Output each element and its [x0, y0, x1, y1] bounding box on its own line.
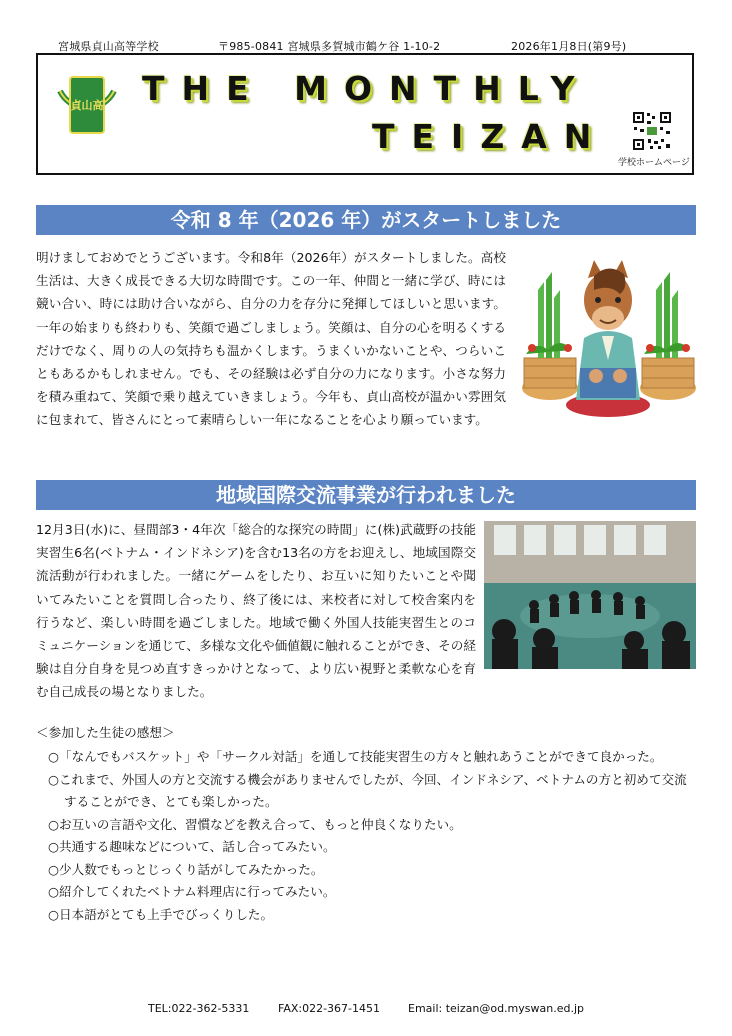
impression-item: ○ 共通する趣味などについて、話し合ってみたい。 [48, 836, 698, 859]
impressions-list [48, 746, 698, 926]
qr-label: 学校ホームページ [618, 158, 690, 168]
footer-email[interactable]: Email: teizan@od.myswan.ed.jp [408, 1002, 584, 1015]
school-address: 〒985-0841 宮城県多賀城市鶴ケ谷 1-10-2 [218, 40, 441, 53]
section1-title: 令和 8 年（2026 年）がスタートしました [36, 205, 696, 235]
emblem-text: 貞山高 [70, 99, 104, 112]
impression-item: ○ お互いの言語や文化、習慣などを教え合って、もっと仲良くなりたい。 [48, 814, 698, 837]
gym-exchange-photo [484, 521, 696, 669]
impression-item: ○ これまで、外国人の方と交流する機会がありませんでしたが、今回、インドネシア、ベトナムの方と初めて交流することができ、とても楽しかった。 [48, 769, 698, 814]
footer-fax: FAX:022-367-1451 [278, 1002, 381, 1015]
impression-item: ○ 少人数でもっとじっくり話がしてみたかった。 [48, 859, 698, 882]
section2-paragraph: 12月3日(水)に、昼間部3・4年次「総合的な探究の時間」に(株)武蔵野の技能実習生6名(ベトナム・インドネシア)を含む13名の方をお迎えし、地域国際交流活動が行われました。一緒にゲームをしたり、お互いに知りたいことや聞いてみたいことを質問し合ったり、終了後には、来校者に対して校舎案内を行うなど、楽しい時間を過ごしました。地域で働く外国人技能実習生とのコミュニケーションを通じて、多様な文化や価値観に触れることができ、その経験は自分自身を見つめ直すきっかけとなって、より広い視野と柔軟な心を育む自己成長の場となりました。 [36, 522, 476, 700]
masthead-line2: TEIZAN [372, 117, 609, 156]
issue-date: 2026年1月8日(第9号) [511, 40, 627, 53]
footer-tel: TEL:022-362-5331 [148, 1002, 250, 1015]
section2-title: 地域国際交流事業が行われました [36, 480, 696, 510]
qr-code-icon[interactable] [632, 111, 672, 151]
impressions-heading: ＜参加した生徒の感想＞ [36, 725, 175, 740]
school-name: 宮城県貞山高等学校 [58, 40, 159, 53]
section1-paragraph: 明けましておめでとうございます。令和8年（2026年）がスタートしました。高校生活は、大きく成長できる大切な時間です。この一年、仲間と一緒に学び、時には競い合い、時には助け合いながら、自分の力を存分に発揮してほしいと思います。一年の始まりも終わりも、笑顔で過ごしましょう。笑顔は、自分の心を明るくするだけでなく、周りの人の気持ちも温かくします。うまくいかないことや、つらいこともあるかもしれません。でも、その経験は必ず自分の力になります。小さな努力を積み重ねて、笑顔で乗り越えていきましょう。今年も、貞山高校が温かい雰囲気に包まれて、皆さんにとって素晴らしい一年になることを心より願っています。 [36, 250, 506, 428]
impression-item: ○ 紹介してくれたベトナム料理店に行ってみたい。 [48, 881, 698, 904]
masthead [36, 53, 694, 175]
masthead-line1: THE MONTHLY [142, 69, 592, 108]
impression-item: ○ 日本語がとても上手でびっくりした。 [48, 904, 698, 927]
school-emblem-icon [50, 71, 124, 145]
impression-item: ○ 「なんでもバスケット」や「サークル対話」を通して技能実習生の方々と触れあうことができて良かった。 [48, 746, 698, 769]
horse-new-year-illustration [518, 250, 698, 420]
